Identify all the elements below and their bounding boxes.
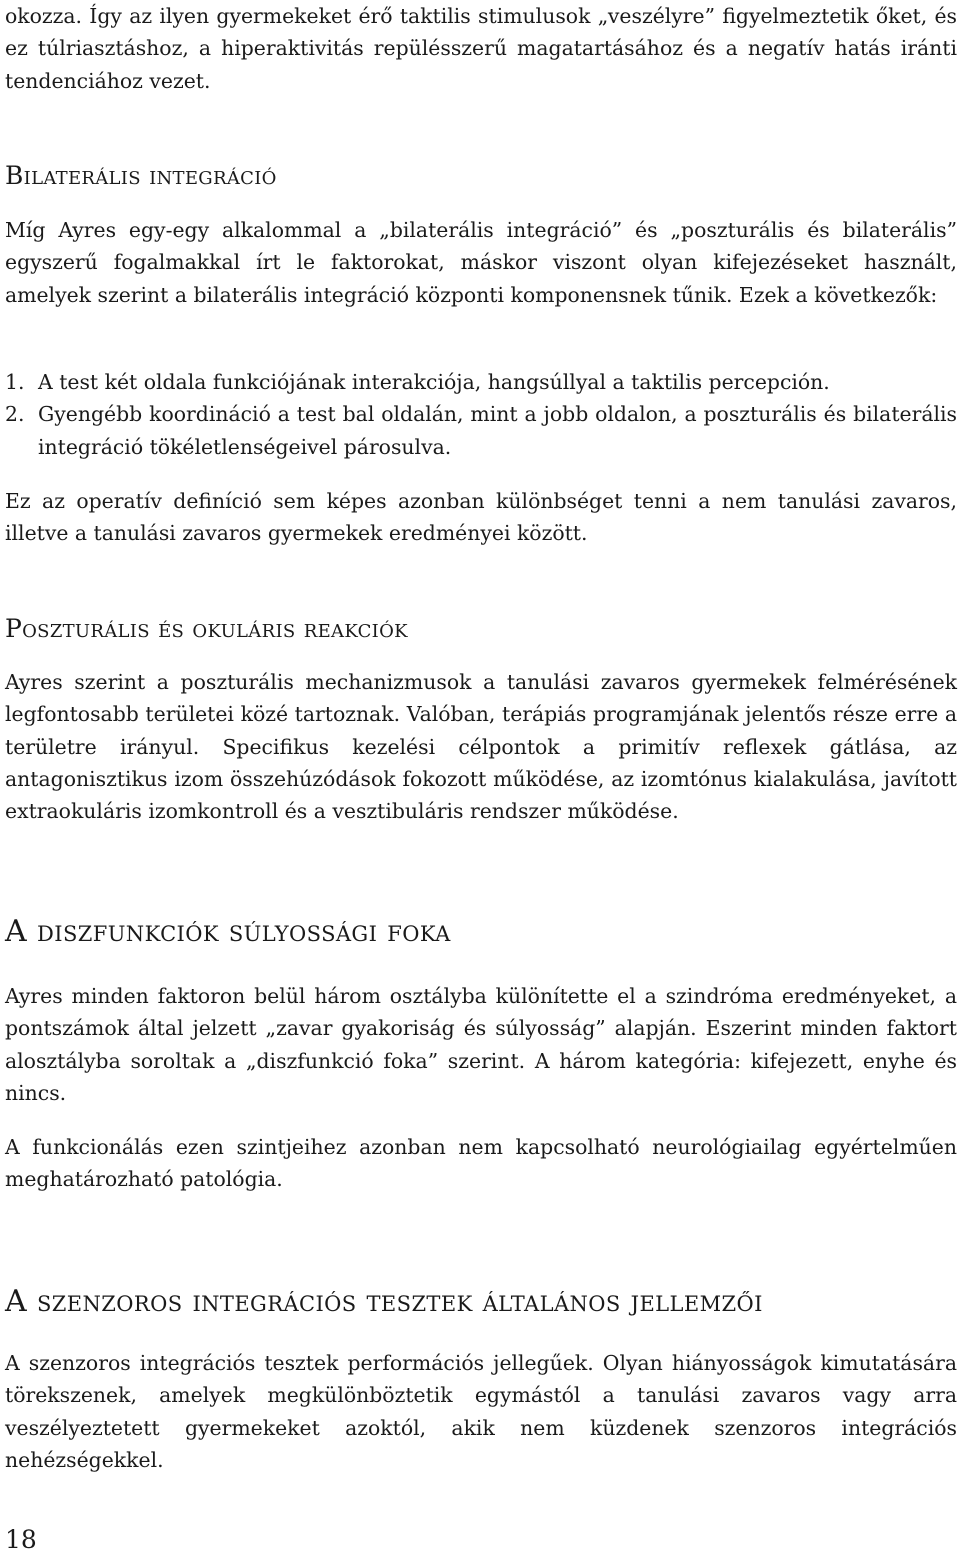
section-paragraph: Míg Ayres egy-egy alkalommal a „bilaterális integráció” és „poszturális és bilaterális” egyszerű fogalmakkal írt le faktorokat, máskor viszont olyan kifejezéseket használt, amelyek szerint a bilaterális integráció központi komponensnek tűnik. Ezek a következők: — [5, 218, 957, 307]
section-paragraph: Ayres minden faktoron belül három osztályba különítette el a szindróma eredményeket, a pontszámok által jelzett „zavar gyakoriság és súlyosság” alapján. Eszerint minden faktort alosztályba soroltak a „diszfunkció foka” szerint. A három kategória: kifejezett, enyhe és nincs. — [5, 984, 957, 1105]
section-heading-general — [5, 1284, 763, 1320]
section-body-bilateral-2 — [5, 485, 957, 550]
list-text: Gyengébb koordináció a test bal oldalán, mint a jobb oldalon, a poszturális és bilaterális integráció tökéletlenségeivel párosulva. — [38, 402, 957, 459]
heading-initial: P — [5, 614, 23, 643]
list-item — [5, 366, 957, 398]
section-paragraph: Ayres szerint a poszturális mechanizmusok a tanulási zavaros gyermekek felmérésének legfontosabb területei közé tartoznak. Valóban, terápiás programjának jelentős része erre a területre irányul. Specifikus kezelési célpontok a primitív reflexek gátlása, az antagonisztikus izom összehúzódások fokozott működése, az izomtónus kialakulása, javított extraokuláris izomkontroll és a vesztibuláris rendszer működése. — [5, 670, 957, 824]
section-paragraph: A szenzoros integrációs tesztek performációs jellegűek. Olyan hiányosságok kimutatására törekszenek, amelyek megkülönböztetik egymástól a tanulási zavaros vagy arra veszélyeztetett gyermekeket azoktól, akik nem küzdenek szenzoros integrációs nehézségekkel. — [5, 1351, 957, 1472]
section-body-severity — [5, 980, 957, 1109]
intro-block — [5, 0, 957, 97]
section-paragraph: A funkcionálás ezen szintjeihez azonban nem kapcsolható neurológiailag egyértelműen meghatározható patológia. — [5, 1135, 957, 1192]
section-paragraph: Ez az operatív definíció sem képes azonban különbséget tenni a nem tanulási zavaros, illetve a tanulási zavaros gyermekek eredményei között. — [5, 489, 957, 546]
heading-initial: A — [5, 1284, 28, 1319]
section-body-general — [5, 1347, 957, 1476]
heading-initial: B — [5, 161, 24, 190]
numbered-list — [5, 366, 957, 463]
section-body-severity-2 — [5, 1131, 957, 1196]
section-heading-bilateral — [5, 160, 277, 192]
list-number: 2. — [5, 402, 25, 427]
list-item — [5, 398, 957, 463]
heading-initial: A — [5, 914, 28, 949]
section-heading-postural — [5, 613, 408, 645]
heading-rest: oszturális és okuláris reakciók — [22, 614, 408, 643]
heading-rest: diszfunkciók súlyossági foka — [27, 914, 451, 949]
section-heading-severity — [5, 914, 451, 950]
heading-rest: szenzoros integrációs tesztek általános jellemzői — [27, 1284, 763, 1319]
section-body-postural — [5, 666, 957, 827]
list-text: A test két oldala funkciójának interakciója, hangsúllyal a taktilis percepción. — [38, 370, 830, 394]
intro-paragraph: okozza. Így az ilyen gyermekeket érő taktilis stimulusok „veszélyre” figyelmeztetik őket, és ez túlriasztáshoz, a hiperaktivitás repülésszerű magatartásához és a negatív hatás iránti tendenciához vezet. — [5, 4, 957, 93]
page-number: 18 — [5, 1525, 37, 1554]
list-number: 1. — [5, 370, 25, 394]
heading-rest: ilaterális integráció — [23, 161, 277, 190]
section-body-bilateral — [5, 214, 957, 311]
